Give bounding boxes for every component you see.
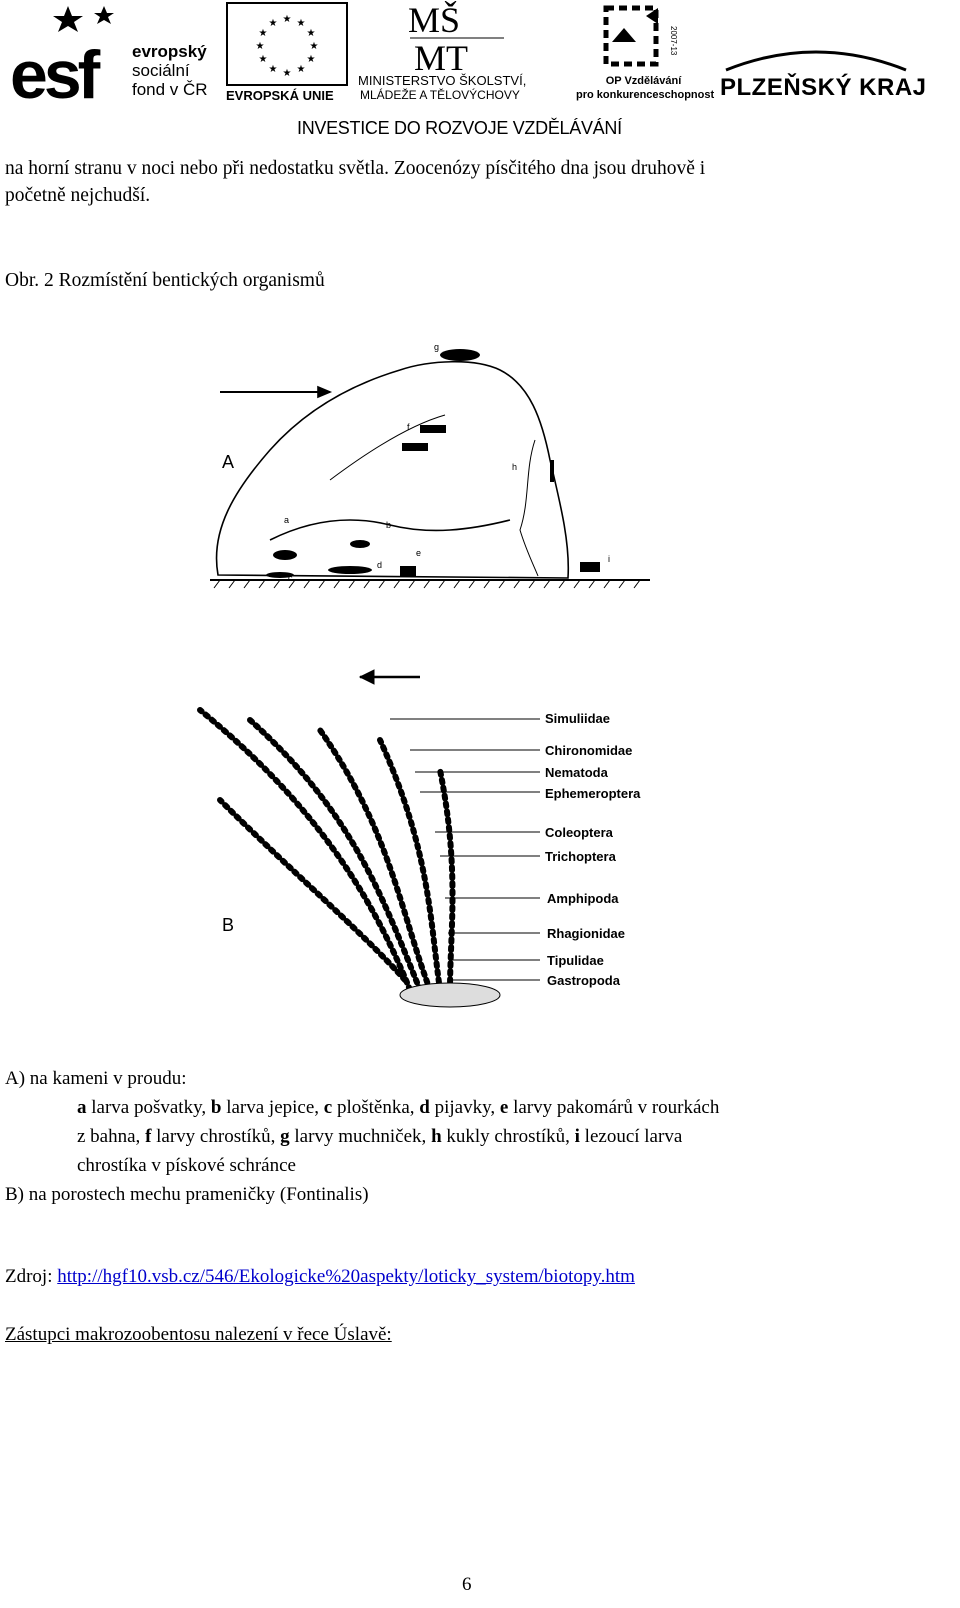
msmt-logo: [358, 0, 573, 105]
b-label-ephemeroptera: Ephemeroptera: [545, 786, 641, 801]
legend-text: pijavky,: [429, 1097, 500, 1118]
legend-key: e: [499, 1097, 509, 1118]
a-letter-g: g: [434, 342, 440, 352]
figure: [190, 330, 660, 1020]
msmt-line1: MINISTERSTVO ŠKOLSTVÍ,: [358, 73, 527, 88]
svg-text:★: ★: [306, 28, 316, 39]
op-mark-icon: [598, 2, 678, 72]
msmt-mark-icon: [408, 0, 508, 72]
b-label-gastropoda: Gastropoda: [547, 973, 620, 988]
svg-text:★: ★: [282, 68, 292, 79]
kraj-label: PLZEŇSKÝ KRAJ: [720, 74, 927, 101]
esf-line3: fond v ČR: [132, 80, 208, 99]
svg-text:★: ★: [268, 18, 278, 29]
panel-a-drawing: [210, 349, 650, 588]
msmt-line2: MLÁDEŽE A TĚLOVÝCHOVY: [360, 88, 520, 102]
svg-text:MŠ: MŠ: [408, 0, 461, 40]
b-label-nematoda: Nematoda: [545, 765, 608, 780]
a-letter-f: f: [407, 422, 410, 432]
legend-key: f: [145, 1126, 152, 1147]
svg-text:★: ★: [268, 64, 278, 75]
legend-text: ploštěnka,: [332, 1097, 420, 1118]
source-line: [5, 1262, 635, 1291]
source-label: Zdroj:: [5, 1266, 58, 1287]
page-number: 6: [462, 1574, 472, 1595]
legend-key: d: [419, 1097, 430, 1118]
svg-text:★: ★: [258, 28, 268, 39]
svg-text:★: ★: [296, 18, 306, 29]
legend-key: i: [574, 1126, 580, 1147]
legend-a-head: A) na kameni v proudu:: [5, 1068, 187, 1089]
benthic-figure-drawing: [190, 330, 660, 1020]
a-letter-h: h: [512, 462, 518, 472]
legend-key: b: [210, 1097, 222, 1118]
legend-text: larvy muchniček,: [289, 1126, 432, 1147]
esf-mark-icon: [8, 0, 128, 102]
legend-text: larva pošvatky,: [86, 1097, 211, 1118]
eu-logo: [226, 2, 351, 102]
panel-b-label: B: [222, 915, 235, 935]
b-label-trichoptera: Trichoptera: [545, 849, 616, 864]
header-logos: [0, 0, 960, 140]
eu-label: EVROPSKÁ UNIE: [226, 88, 334, 103]
section-heading: Zástupci makrozoobentosu nalezení v řece Úslavě:: [5, 1324, 392, 1345]
legend-text: larva jepice,: [221, 1097, 324, 1118]
legend-b-head: B) na porostech mechu prameničky (Fontinalis): [5, 1184, 369, 1205]
a-letter-d: d: [377, 560, 383, 570]
svg-text:★: ★: [255, 41, 265, 52]
legend-text: kukly chrostíků,: [441, 1126, 575, 1147]
legend-text: z bahna,: [77, 1126, 146, 1147]
svg-text:★: ★: [258, 54, 268, 65]
kraj-arc-icon: [716, 40, 916, 74]
svg-text:MT: MT: [414, 38, 468, 72]
b-label-chironomidae: Chironomidae: [545, 743, 633, 758]
op-logo: [576, 2, 715, 104]
svg-text:esf: esf: [10, 37, 97, 102]
intro-paragraph: [5, 155, 955, 209]
b-label-coleoptera: Coleoptera: [545, 825, 613, 840]
legend-key: g: [280, 1126, 290, 1147]
svg-text:★: ★: [296, 64, 306, 75]
intro-line-2: početně nejchudší.: [5, 185, 151, 206]
intro-line-1: na horní stranu v noci nebo při nedostatku světla. Zoocenózy písčitého dna jsou druhově i: [5, 158, 706, 179]
esf-line1: evropský: [132, 42, 207, 61]
eu-flag-icon: [226, 2, 348, 86]
svg-text:★: ★: [309, 41, 319, 52]
legend-key: h: [431, 1126, 442, 1147]
svg-text:★: ★: [306, 54, 316, 65]
legend-text: larvy chrostíků,: [151, 1126, 281, 1147]
legend-a-line2: [77, 1122, 682, 1151]
esf-line2: sociální: [132, 61, 190, 80]
legend-key: a: [77, 1097, 87, 1118]
b-label-rhagionidae: Rhagionidae: [547, 926, 626, 941]
b-label-simuliidae: Simuliidae: [545, 711, 611, 726]
header-tagline: INVESTICE DO ROZVOJE VZDĚLÁVÁNÍ: [297, 118, 622, 138]
panel-b-drawing: [200, 670, 540, 1007]
b-label-amphipoda: Amphipoda: [547, 891, 619, 906]
esf-logo: [8, 0, 223, 105]
legend-key: c: [323, 1097, 333, 1118]
kraj-logo: [716, 40, 926, 110]
op-line1: OP Vzdělávání: [605, 75, 682, 87]
legend-a-line3: chrostíka v pískové schránce: [77, 1155, 296, 1176]
legend-a-line1: [77, 1093, 719, 1122]
a-letter-i: i: [608, 554, 610, 564]
panel-a-label: A: [222, 452, 235, 472]
a-letter-b: b: [386, 520, 392, 530]
b-label-tipulidae: Tipulidae: [547, 953, 604, 968]
op-side-text: 2007-13: [669, 26, 678, 56]
figure-caption: Obr. 2 Rozmístění bentických organismů: [5, 270, 325, 291]
svg-text:★: ★: [282, 14, 292, 25]
source-link[interactable]: http://hgf10.vsb.cz/546/Ekologicke%20aspekty/loticky_system/biotopy.htm: [57, 1266, 635, 1287]
legend-text: larvy pakomárů v rourkách: [508, 1097, 720, 1118]
a-letter-c: c: [288, 573, 293, 583]
op-line2: pro konkurenceschopnost: [576, 89, 715, 101]
legend-text: lezoucí larva: [579, 1126, 683, 1147]
a-letter-e: e: [416, 548, 422, 558]
a-letter-a: a: [284, 515, 290, 525]
